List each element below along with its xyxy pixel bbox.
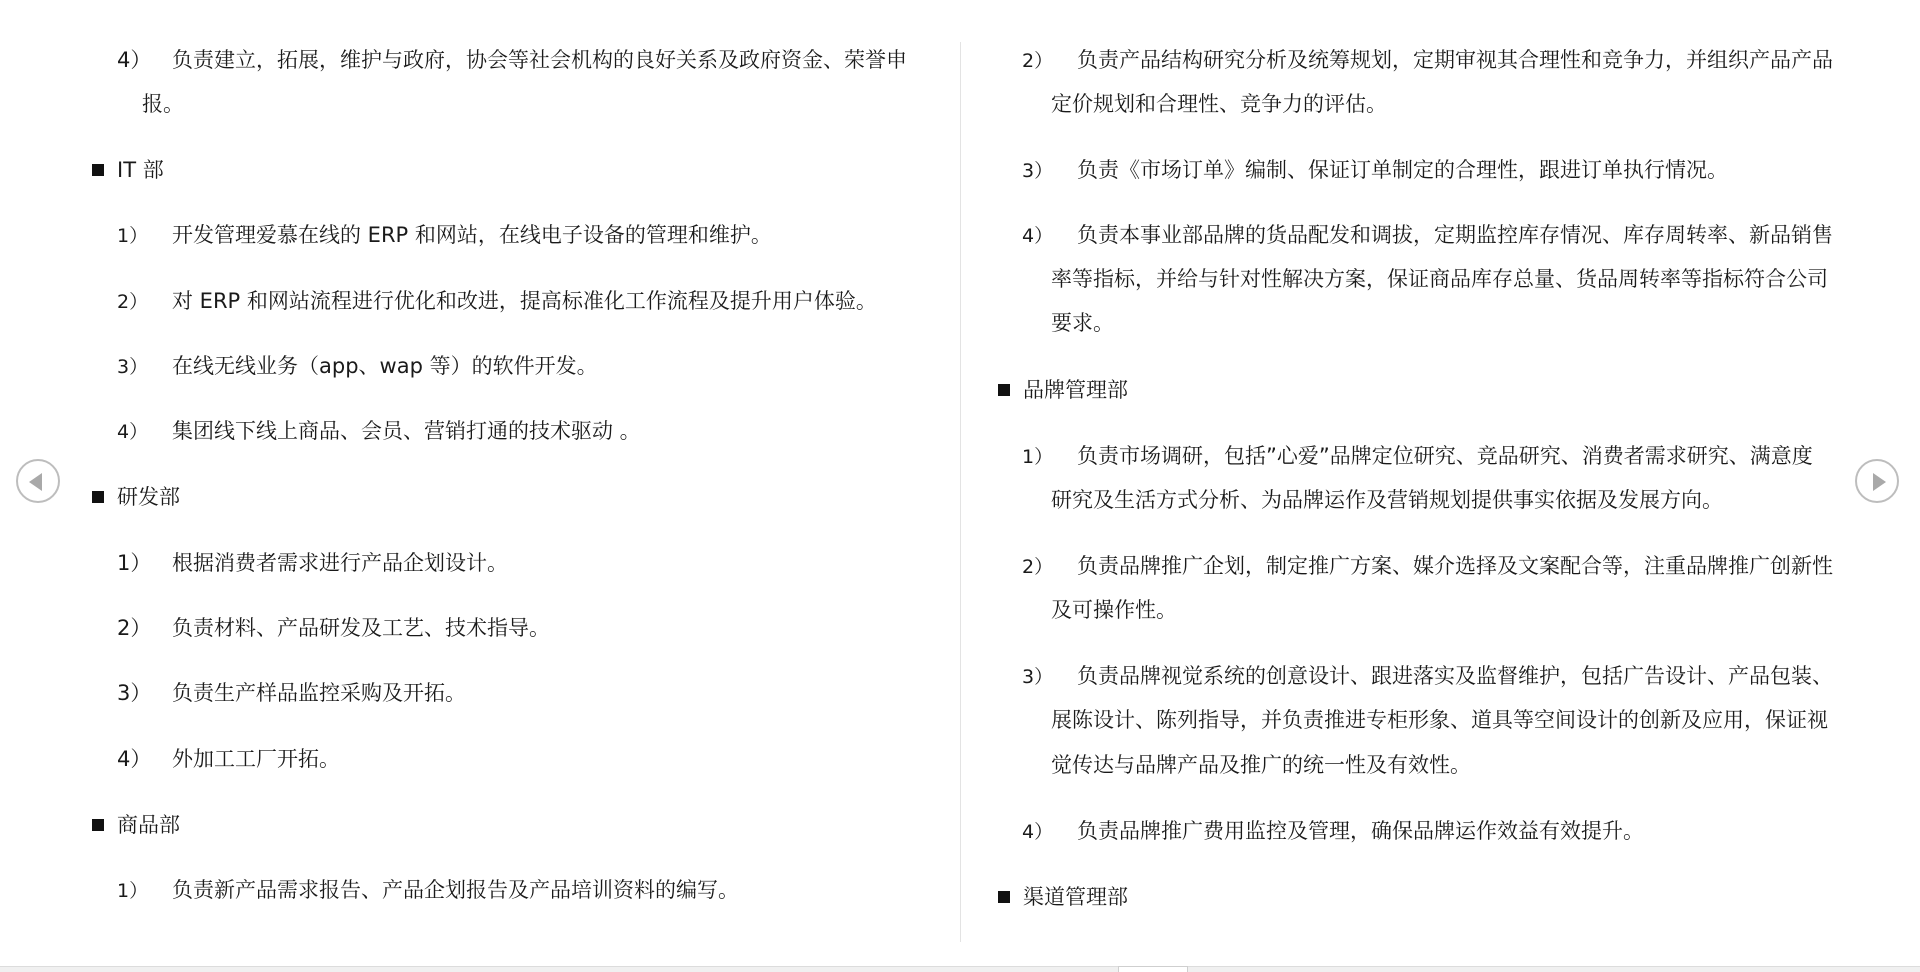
item-number: 3） (117, 356, 149, 378)
item-text: 负责《市场订单》编制、保证订单制定的合理性，跟进订单执行情况。 (1077, 158, 1728, 182)
item-number: 1） (117, 880, 149, 902)
item-number: 2） (1022, 50, 1054, 72)
list-item (975, 434, 1845, 479)
list-item (70, 409, 910, 454)
section-heading-channel (975, 875, 1845, 919)
section-heading-goods (70, 803, 910, 847)
item-number: 1） (1022, 446, 1054, 468)
square-bullet-icon (92, 491, 104, 503)
item-number: 4） (117, 48, 152, 72)
list-item (70, 541, 910, 585)
list-item (975, 809, 1845, 854)
item-text: 负责建立，拓展，维护与政府，协会等社会机构的良好关系及政府资金、荣誉申 (172, 48, 907, 72)
list-item (70, 279, 910, 324)
heading-text: 商品部 (117, 813, 180, 837)
item-number: 1） (117, 551, 152, 575)
paragraph-continuation: 及可操作性。 (1051, 598, 1177, 622)
item-text: 集团线下线上商品、会员、营销打通的技术驱动 。 (172, 419, 641, 443)
item-text: 对 ERP 和网站流程进行优化和改进，提高标准化工作流程及提升用户体验。 (172, 289, 877, 313)
scrollbar-thumb[interactable] (1118, 966, 1188, 972)
list-item (975, 38, 1845, 83)
item-text: 负责市场调研，包括”心爱”品牌定位研究、竞品研究、消费者需求研究、满意度 (1077, 444, 1813, 468)
item-number: 4） (117, 747, 152, 771)
list-item (975, 213, 1845, 258)
item-text: 负责产品结构研究分析及统筹规划，定期审视其合理性和竞争力，并组织产品产品 (1077, 48, 1833, 72)
item-number: 4） (1022, 821, 1054, 843)
heading-text: IT 部 (117, 158, 164, 182)
paragraph-continuation: 要求。 (1051, 311, 1114, 335)
chevron-left-circle-icon (29, 473, 42, 491)
list-item (975, 544, 1845, 589)
square-bullet-icon (998, 384, 1010, 396)
item-number: 3） (1022, 160, 1054, 182)
item-number: 3） (117, 681, 152, 705)
section-heading-it (70, 148, 910, 192)
list-item (975, 148, 1845, 193)
item-text: 在线无线业务（app、wap 等）的软件开发。 (172, 354, 598, 378)
heading-text: 渠道管理部 (1023, 885, 1128, 909)
section-heading-rd (70, 475, 910, 519)
list-item (70, 737, 910, 781)
item-number: 4） (117, 421, 149, 443)
horizontal-scrollbar[interactable] (0, 966, 1920, 972)
paragraph-continuation: 研究及生活方式分析、为品牌运作及营销规划提供事实依据及发展方向。 (1051, 488, 1723, 512)
square-bullet-icon (92, 164, 104, 176)
item-number: 3） (1022, 666, 1054, 688)
chevron-right-circle-icon (1873, 473, 1886, 491)
paragraph-continuation: 觉传达与品牌产品及推广的统一性及有效性。 (1051, 753, 1471, 777)
heading-text: 研发部 (117, 485, 180, 509)
paragraph-continuation: 报。 (142, 92, 184, 116)
item-text: 根据消费者需求进行产品企划设计。 (172, 551, 508, 575)
previous-page-button[interactable] (16, 459, 60, 503)
item-text: 开发管理爱慕在线的 ERP 和网站，在线电子设备的管理和维护。 (172, 223, 772, 247)
square-bullet-icon (998, 891, 1010, 903)
list-item (70, 868, 910, 913)
item-number: 2） (117, 616, 152, 640)
paragraph-line (70, 38, 910, 82)
page-divider (960, 42, 961, 942)
list-item (70, 344, 910, 389)
item-text: 负责本事业部品牌的货品配发和调拔，定期监控库存情况、库存周转率、新品销售 (1077, 223, 1833, 247)
item-number: 2） (117, 291, 149, 313)
left-page (70, 0, 910, 960)
item-text: 负责品牌推广企划，制定推广方案、媒介选择及文案配合等，注重品牌推广创新性 (1077, 554, 1833, 578)
paragraph-continuation: 定价规划和合理性、竞争力的评估。 (1051, 92, 1387, 116)
right-page (975, 0, 1845, 960)
list-item (70, 606, 910, 650)
item-number: 2） (1022, 556, 1054, 578)
item-text: 负责生产样品监控采购及开拓。 (172, 681, 466, 705)
section-heading-brand (975, 368, 1845, 412)
heading-text: 品牌管理部 (1023, 378, 1128, 402)
item-number: 4） (1022, 225, 1054, 247)
square-bullet-icon (92, 819, 104, 831)
list-item (70, 671, 910, 715)
item-number: 1） (117, 225, 149, 247)
list-item (975, 654, 1845, 699)
next-page-button[interactable] (1855, 459, 1899, 503)
paragraph-continuation: 展陈设计、陈列指导，并负责推进专柜形象、道具等空间设计的创新及应用，保证视 (1051, 708, 1828, 732)
item-text: 负责品牌推广费用监控及管理，确保品牌运作效益有效提升。 (1077, 819, 1644, 843)
item-text: 外加工工厂开拓。 (172, 747, 340, 771)
item-text: 负责新产品需求报告、产品企划报告及产品培训资料的编写。 (172, 878, 739, 902)
paragraph-continuation: 率等指标，并给与针对性解决方案，保证商品库存总量、货品周转率等指标符合公司 (1051, 267, 1828, 291)
item-text: 负责材料、产品研发及工艺、技术指导。 (172, 616, 550, 640)
item-text: 负责品牌视觉系统的创意设计、跟进落实及监督维护，包括广告设计、产品包装、 (1077, 664, 1833, 688)
list-item (70, 213, 910, 258)
